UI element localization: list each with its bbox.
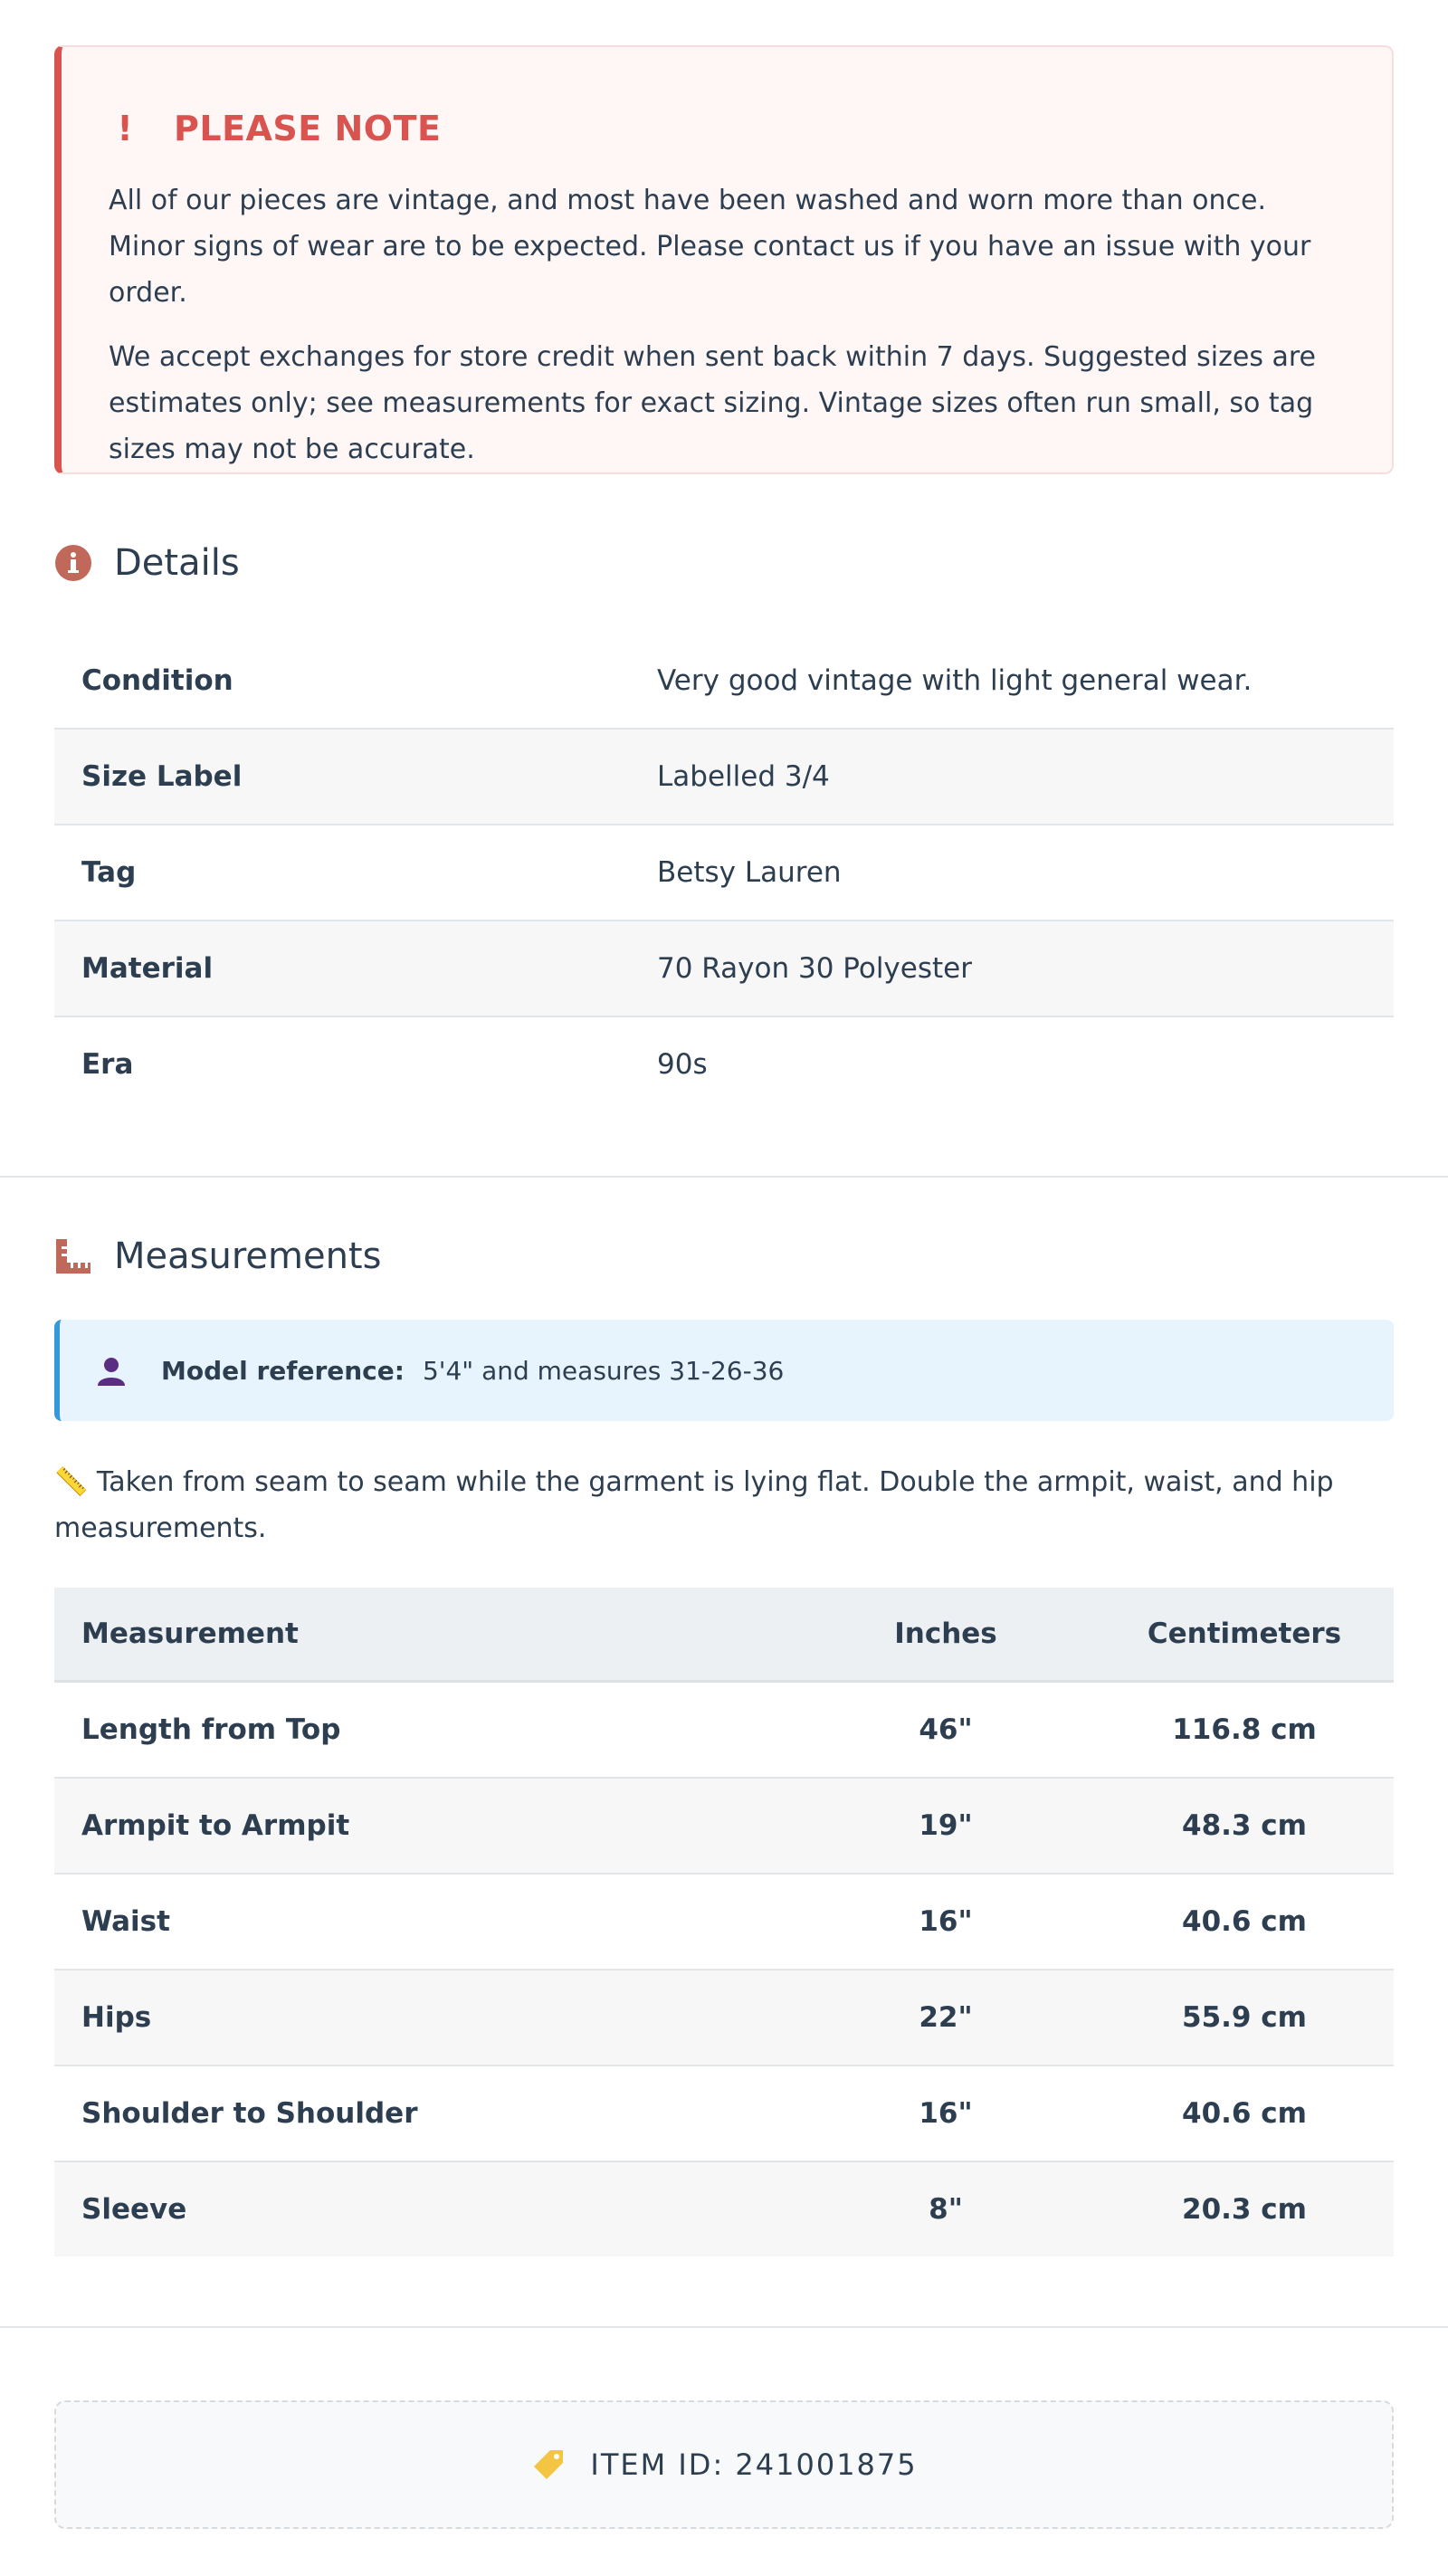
measurement-inches: 16" — [919, 2097, 973, 2130]
measurement-inches: 19" — [919, 1809, 973, 1842]
details-heading — [54, 536, 1394, 590]
info-icon — [54, 544, 92, 582]
details-label: Condition — [81, 664, 233, 697]
table-row — [54, 1970, 1394, 2066]
details-row — [54, 921, 1394, 1017]
details-label: Tag — [81, 856, 137, 889]
item-id-box — [54, 2400, 1394, 2529]
notice-title: PLEASE NOTE — [174, 109, 442, 148]
table-row — [54, 1875, 1394, 1970]
measurement-cm: 20.3 cm — [1182, 2193, 1307, 2226]
notice-paragraph: All of our pieces are vintage, and most have been washed and worn more than once. Minor signs of wear are to be expected. Please contact us if you have an issue with your order. — [109, 185, 1311, 309]
details-value: Labelled 3/4 — [657, 760, 830, 793]
notice-header — [109, 101, 1347, 156]
details-value: Very good vintage with light general wear. — [657, 664, 1253, 697]
details-label: Size Label — [81, 760, 243, 793]
measurement-name: Shoulder to Shoulder — [81, 2097, 418, 2130]
measurement-inches: 8" — [929, 2193, 963, 2226]
measurement-cm: 40.6 cm — [1182, 1905, 1307, 1938]
measurement-name: Length from Top — [81, 1713, 341, 1746]
measurement-inches: 46" — [919, 1713, 973, 1746]
measurement-cm: 55.9 cm — [1182, 2001, 1307, 2034]
measurement-note: 📏 Taken from seam to seam while the garment is lying flat. Double the armpit, waist, and hip measurements. — [54, 1466, 1334, 1544]
details-value: 70 Rayon 30 Polyester — [657, 952, 972, 985]
item-id: ITEM ID: 241001875 — [590, 2447, 918, 2482]
section-divider — [0, 1176, 1448, 1178]
table-body — [54, 1683, 1394, 2256]
measurement-cm: 116.8 cm — [1172, 1713, 1317, 1746]
measurement-cm: 40.6 cm — [1182, 2097, 1307, 2130]
model-reference-value: 5'4" and measures 31-26-36 — [422, 1355, 785, 1386]
details-row — [54, 634, 1394, 730]
measurement-name: Hips — [81, 2001, 152, 2034]
measurement-name: Armpit to Armpit — [81, 1809, 350, 1842]
measurement-inches: 16" — [919, 1905, 973, 1938]
person-icon — [96, 1355, 127, 1386]
details-row — [54, 1017, 1394, 1111]
table-header — [54, 1588, 1394, 1683]
details-row — [54, 825, 1394, 921]
measurements-table — [54, 1588, 1394, 2256]
details-value: Betsy Lauren — [657, 856, 842, 889]
column-header-centimeters: Centimeters — [1147, 1617, 1342, 1650]
model-reference — [54, 1320, 1394, 1421]
measurement-name: Waist — [81, 1905, 170, 1938]
measurement-name: Sleeve — [81, 2193, 187, 2226]
details-row — [54, 730, 1394, 825]
exclamation-icon: ! — [117, 109, 133, 148]
details-label: Era — [81, 1048, 134, 1081]
details-title: Details — [114, 542, 240, 584]
table-row — [54, 2162, 1394, 2256]
ruler-icon — [54, 1237, 92, 1275]
measurement-cm: 48.3 cm — [1182, 1809, 1307, 1842]
notice-box — [54, 45, 1394, 474]
model-reference-label: Model reference: — [161, 1355, 405, 1386]
notice-paragraph: We accept exchanges for store credit when sent back within 7 days. Suggested sizes are estimates only; see measurements for exact sizing. Vintage sizes often run small, so tag sizes may not be accurate. — [109, 341, 1317, 465]
tag-icon — [530, 2447, 567, 2483]
table-row — [54, 2066, 1394, 2162]
details-value: 90s — [657, 1048, 708, 1081]
section-divider — [0, 2326, 1448, 2328]
details-label: Material — [81, 952, 214, 985]
column-header-inches: Inches — [894, 1617, 997, 1650]
measurements-title: Measurements — [114, 1236, 382, 1277]
table-row — [54, 1779, 1394, 1875]
details-table — [54, 634, 1394, 1111]
measurement-inches: 22" — [919, 2001, 973, 2034]
table-row — [54, 1683, 1394, 1779]
column-header-measurement: Measurement — [81, 1617, 299, 1650]
measurements-heading — [54, 1229, 1394, 1283]
